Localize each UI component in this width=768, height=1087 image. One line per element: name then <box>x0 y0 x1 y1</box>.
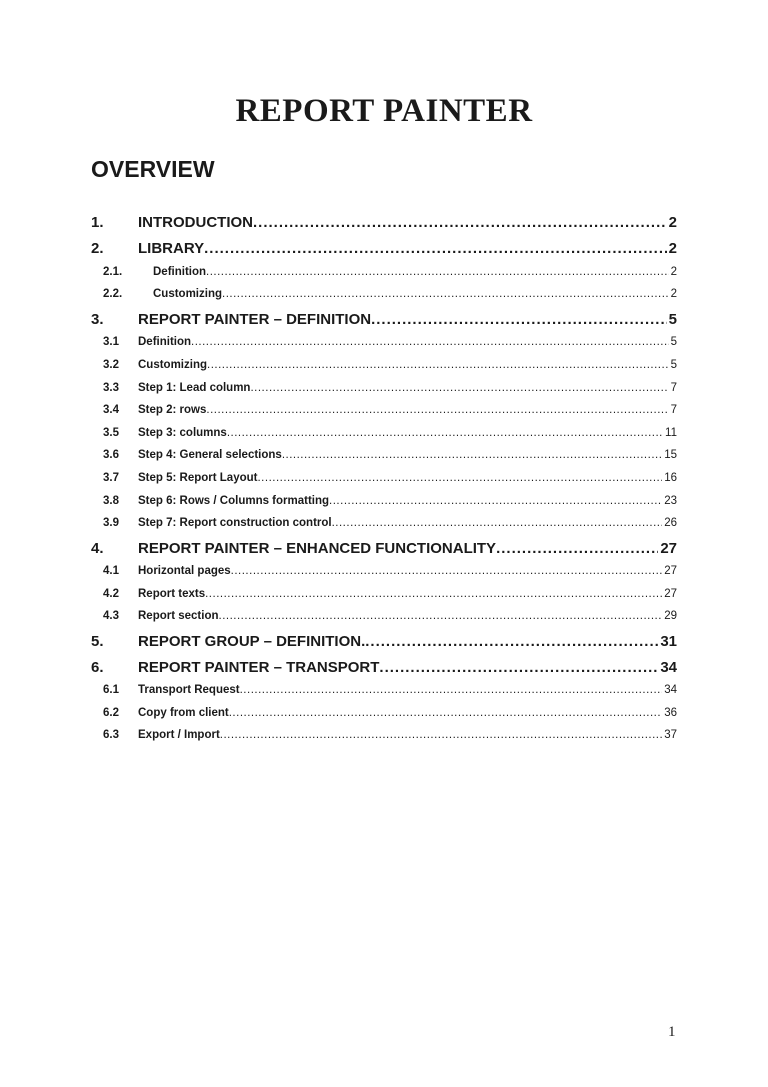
toc-entry-title: REPORT PAINTER – DEFINITION <box>138 311 372 328</box>
toc-entry-title: Export / Import <box>138 729 220 741</box>
toc-leader-dots <box>250 382 668 394</box>
toc-entry[interactable] <box>91 610 677 622</box>
toc-entry-page: 26 <box>664 517 677 529</box>
toc-entry-page: 5 <box>670 336 677 348</box>
toc-entry-page: 27 <box>660 540 677 557</box>
toc-entry-page: 2 <box>668 240 677 257</box>
toc-leader-dots <box>227 427 663 439</box>
toc-entry-number: 4. <box>91 540 104 557</box>
toc-leader-dots <box>204 240 667 257</box>
toc-entry-page: 2 <box>668 214 677 231</box>
toc-entry-page: 23 <box>664 495 677 507</box>
toc-entry-title: Transport Request <box>138 684 240 696</box>
toc-entry-title: REPORT GROUP – DEFINITION. <box>138 633 366 650</box>
toc-entry-title: Step 3: columns <box>138 427 227 439</box>
toc-entry-number: 3.8 <box>103 495 119 507</box>
toc-entry-number: 4.1 <box>103 565 119 577</box>
toc-entry-number: 2. <box>91 240 104 257</box>
toc-entry-page: 15 <box>664 449 677 461</box>
toc-entry-number: 3.7 <box>103 472 119 484</box>
toc-entry[interactable] <box>91 336 677 348</box>
toc-entry[interactable] <box>91 266 677 278</box>
toc-entry-title: INTRODUCTION <box>138 214 253 231</box>
toc-entry[interactable] <box>91 659 677 676</box>
toc-entry-title: Report section <box>138 610 219 622</box>
toc-entry-page: 7 <box>670 404 677 416</box>
toc-entry-number: 6.2 <box>103 707 119 719</box>
toc-leader-dots <box>205 588 662 600</box>
toc-entry[interactable] <box>91 707 677 719</box>
toc-entry[interactable] <box>91 684 677 696</box>
toc-entry-number: 2.1. <box>103 266 123 278</box>
toc-entry-number: 5. <box>91 633 104 650</box>
toc-leader-dots <box>282 449 662 461</box>
toc-entry-title: Step 7: Report construction control <box>138 517 332 529</box>
toc-entry[interactable] <box>91 214 677 231</box>
toc-entry[interactable] <box>91 288 677 300</box>
toc-leader-dots <box>371 311 667 328</box>
toc-entry-title: Definition <box>153 266 207 278</box>
toc-entry[interactable] <box>91 311 677 328</box>
toc-entry-title: Customizing <box>138 359 207 371</box>
toc-entry[interactable] <box>91 517 677 529</box>
toc-entry-number: 3.1 <box>103 336 119 348</box>
toc-entry-page: 16 <box>664 472 677 484</box>
toc-entry[interactable] <box>91 495 677 507</box>
toc-leader-dots <box>496 540 658 557</box>
toc-entry-number: 3.3 <box>103 382 119 394</box>
toc-entry-page: 34 <box>660 659 677 676</box>
toc-leader-dots <box>206 404 668 416</box>
toc-entry-number: 1. <box>91 214 104 231</box>
toc-entry-title: Report texts <box>138 588 206 600</box>
toc-entry[interactable] <box>91 472 677 484</box>
toc-entry[interactable] <box>91 449 677 461</box>
overview-heading: OVERVIEW <box>91 156 215 182</box>
toc-entry-page: 7 <box>670 382 677 394</box>
toc-entry[interactable] <box>91 404 677 416</box>
toc-leader-dots <box>240 684 663 696</box>
toc-entry[interactable] <box>91 540 677 557</box>
toc-leader-dots <box>219 610 663 622</box>
toc-entry-page: 5 <box>668 311 677 328</box>
toc-leader-dots <box>231 565 663 577</box>
toc-entry[interactable] <box>91 240 677 257</box>
toc-entry-number: 3.2 <box>103 359 119 371</box>
toc-entry-page: 37 <box>664 729 677 741</box>
toc-entry-page: 36 <box>664 707 677 719</box>
toc-entry-number: 3.4 <box>103 404 119 416</box>
toc-leader-dots <box>191 336 669 348</box>
toc-leader-dots <box>220 729 662 741</box>
toc-leader-dots <box>379 659 658 676</box>
toc-entry-number: 3.5 <box>103 427 119 439</box>
toc-entry-number: 6.1 <box>103 684 119 696</box>
toc-entry-page: 31 <box>660 633 677 650</box>
toc-leader-dots <box>206 266 669 278</box>
toc-leader-dots <box>222 288 669 300</box>
toc-entry-page: 29 <box>664 610 677 622</box>
toc-entry-title: REPORT PAINTER – ENHANCED FUNCTIONALITY <box>138 540 497 557</box>
toc-entry-title: Step 6: Rows / Columns formatting <box>138 495 330 507</box>
toc-entry-page: 2 <box>670 266 677 278</box>
toc-entry-title: Horizontal pages <box>138 565 231 577</box>
document-title: REPORT PAINTER <box>235 93 533 129</box>
toc-leader-dots <box>207 359 669 371</box>
toc-leader-dots <box>329 495 662 507</box>
toc-entry-number: 6. <box>91 659 104 676</box>
toc-entry[interactable] <box>91 588 677 600</box>
toc-entry[interactable] <box>91 729 677 741</box>
toc-entry-number: 2.2. <box>103 288 123 300</box>
toc-leader-dots <box>257 472 662 484</box>
toc-entry-title: Step 2: rows <box>138 404 207 416</box>
toc-entry-number: 4.3 <box>103 610 119 622</box>
toc-entry-title: Definition <box>138 336 192 348</box>
toc-entry[interactable] <box>91 382 677 394</box>
toc-leader-dots <box>365 633 658 650</box>
toc-entry-page: 27 <box>664 588 677 600</box>
toc-entry[interactable] <box>91 427 677 439</box>
toc-entry-title: Customizing <box>153 288 222 300</box>
toc-entry-title: REPORT PAINTER – TRANSPORT <box>138 659 380 676</box>
toc-leader-dots <box>253 214 667 231</box>
toc-entry-title: Copy from client <box>138 707 229 719</box>
toc-entry-title: LIBRARY <box>138 240 205 257</box>
toc-entry-number: 3.9 <box>103 517 119 529</box>
toc-entry-page: 5 <box>670 359 677 371</box>
toc-entry-number: 4.2 <box>103 588 119 600</box>
toc-entry-number: 3.6 <box>103 449 119 461</box>
toc-entry-page: 27 <box>664 565 677 577</box>
toc-entry-title: Step 5: Report Layout <box>138 472 258 484</box>
toc-leader-dots <box>229 707 662 719</box>
toc-entry-number: 6.3 <box>103 729 119 741</box>
toc-entry-page: 11 <box>665 427 677 439</box>
toc-entry-page: 34 <box>664 684 677 696</box>
toc-entry-number: 3. <box>91 311 104 328</box>
toc-entry[interactable] <box>91 633 677 650</box>
toc-entry-page: 2 <box>670 288 677 300</box>
toc-entry[interactable] <box>91 359 677 371</box>
toc-leader-dots <box>332 517 663 529</box>
toc-entry-title: Step 4: General selections <box>138 449 282 461</box>
toc-entry[interactable] <box>91 565 677 577</box>
page-number: 1 <box>668 1024 676 1040</box>
toc-entry-title: Step 1: Lead column <box>138 382 251 394</box>
